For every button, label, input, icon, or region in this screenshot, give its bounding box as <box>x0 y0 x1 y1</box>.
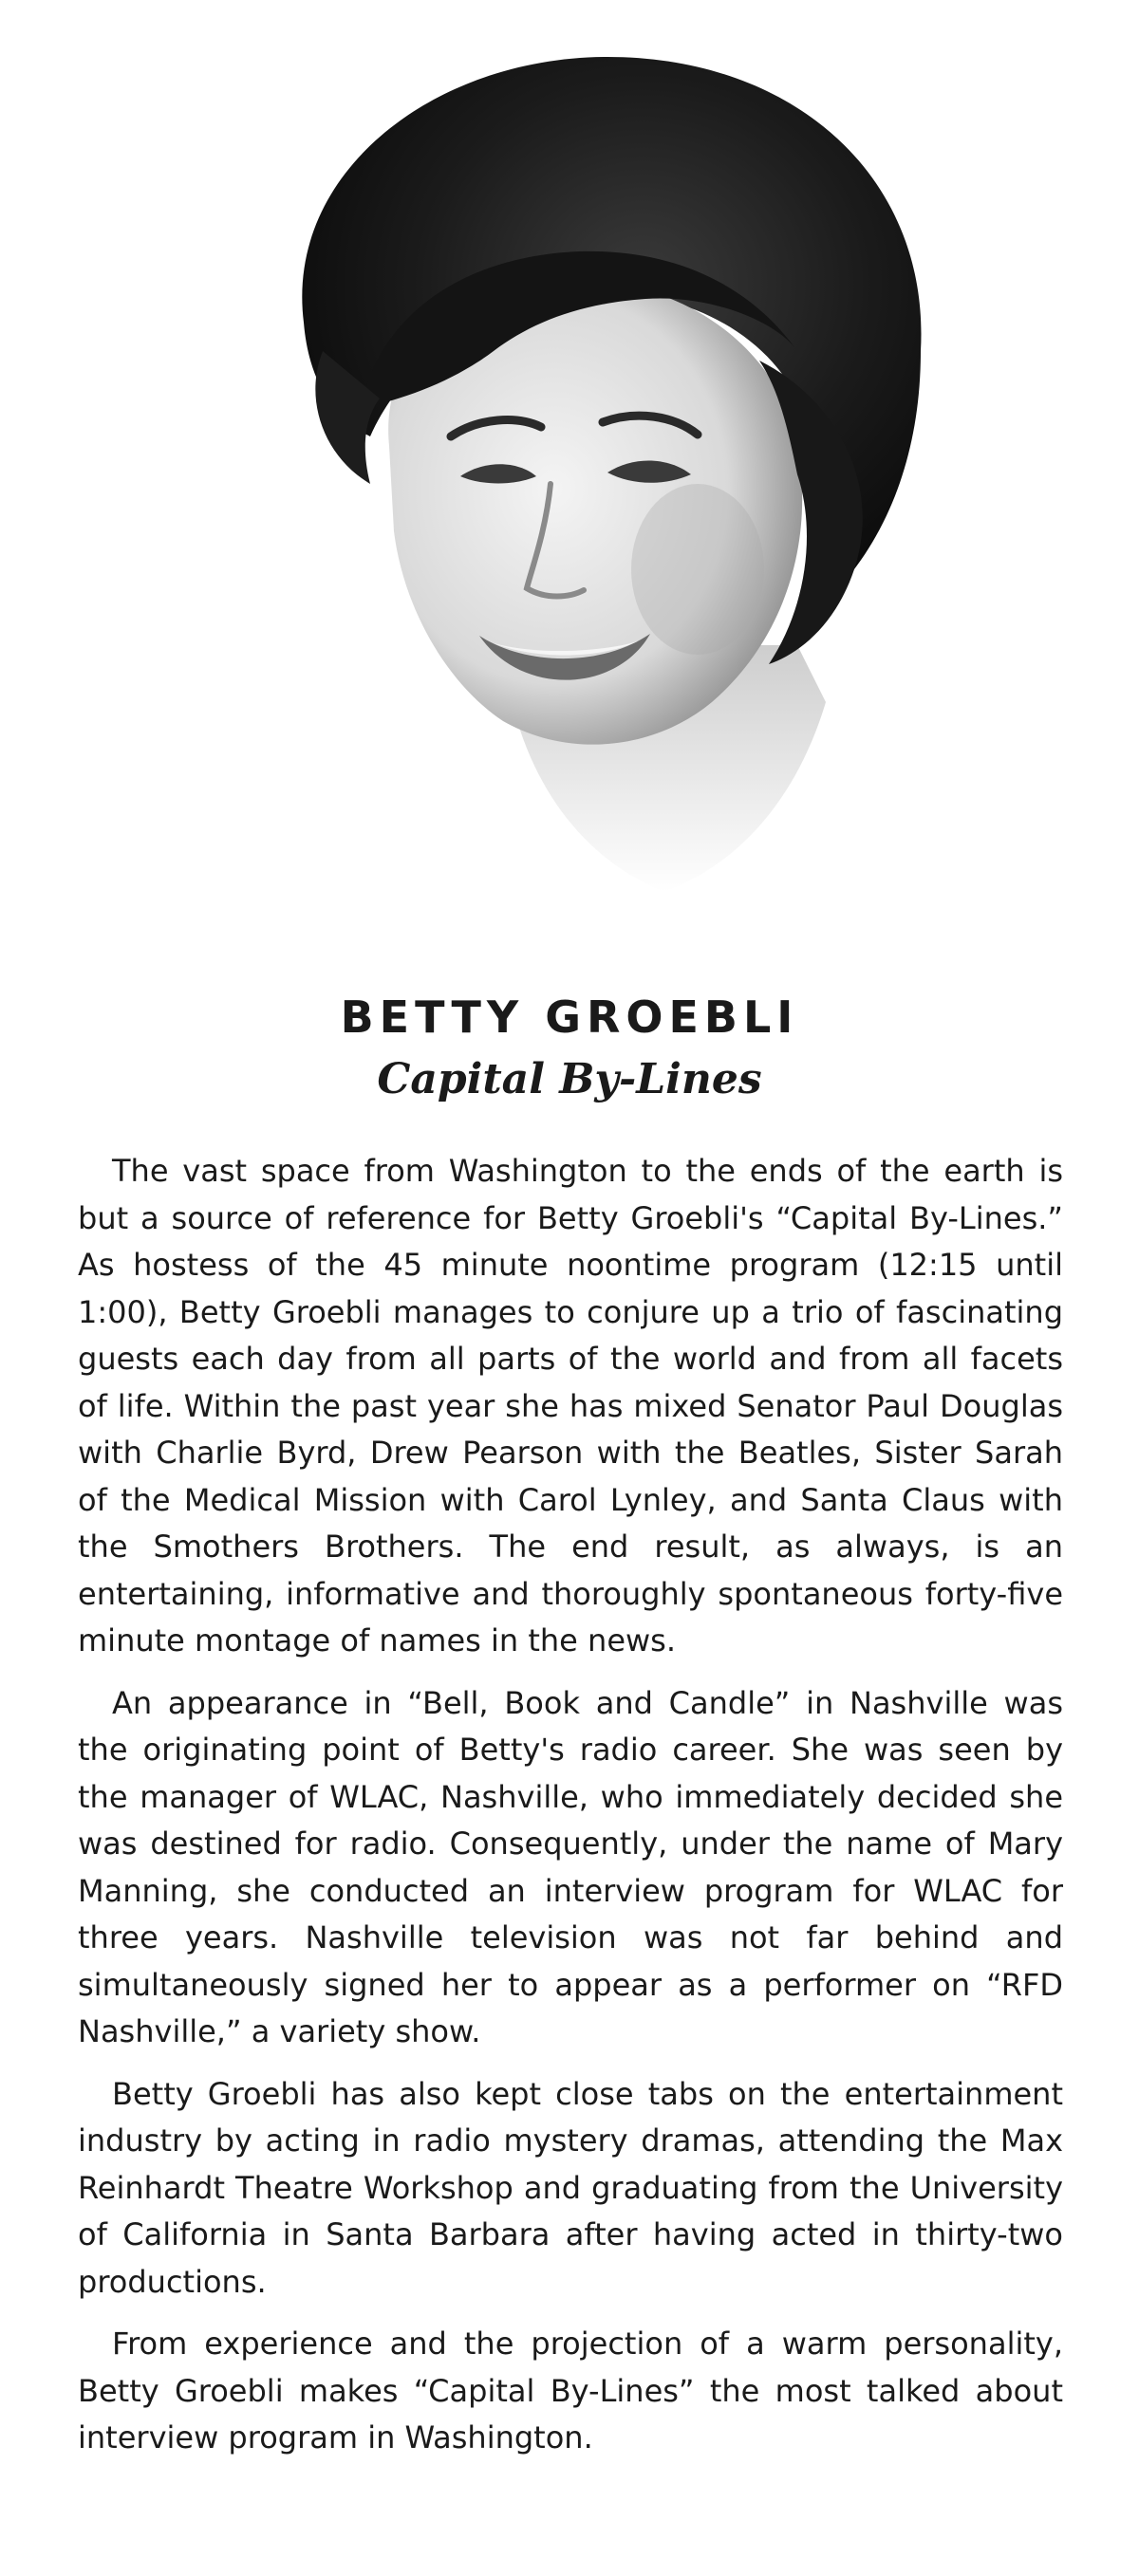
paragraph-4: From experience and the projection of a warm personality, Betty Groebli makes “Capital By-Lines” the most talked about interview program in Washington. <box>78 2326 1063 2456</box>
paragraph-2: An appearance in “Bell, Book and Candle” in Nashville was the originating point of Betty's radio career. She was seen by the manager of WLAC, Nashville, who immediately decided she was destined for radio. Consequently, under the name of Mary Manning, she conducted an interview program for WLAC for three years. Nashville television was not far behind and simultaneously signed her to appear as a performer on “RFD Nashville,” a variety show. <box>78 1684 1063 2049</box>
paragraph-1: The vast space from Washington to the ends of the earth is but a source of reference for Betty Groebli's “Capital By-Lines.” As hostess of the 45 minute noontime program (12:15 until 1:00), Betty Groebli manages to conjure up a trio of fascinating guests each day from all parts of the world and from all facets of life. Within the past year she has mixed Senator Paul Douglas with Charlie Byrd, Drew Pearson with the Beatles, Sister Sarah of the Medical Mission with Carol Lynley, and Santa Claus with the Smothers Brothers. The end result, as always, is an entertaining, informative and thoroughly spontaneous forty-five minute montage of names in the news. <box>78 1153 1063 1659</box>
portrait-illustration <box>266 38 949 949</box>
paragraph-3: Betty Groebli has also kept close tabs on the entertainment industry by acting in radio mystery dramas, attending the Max Reinhardt Theatre Workshop and graduating from the University of California in Santa Barbara after having acted in thirty-two productions. <box>78 2075 1063 2300</box>
portrait-photo <box>266 38 949 949</box>
person-name: BETTY GROEBLI <box>340 991 799 1043</box>
biography-text <box>78 1148 1063 2477</box>
program-title: Capital By-Lines <box>377 1055 762 1103</box>
